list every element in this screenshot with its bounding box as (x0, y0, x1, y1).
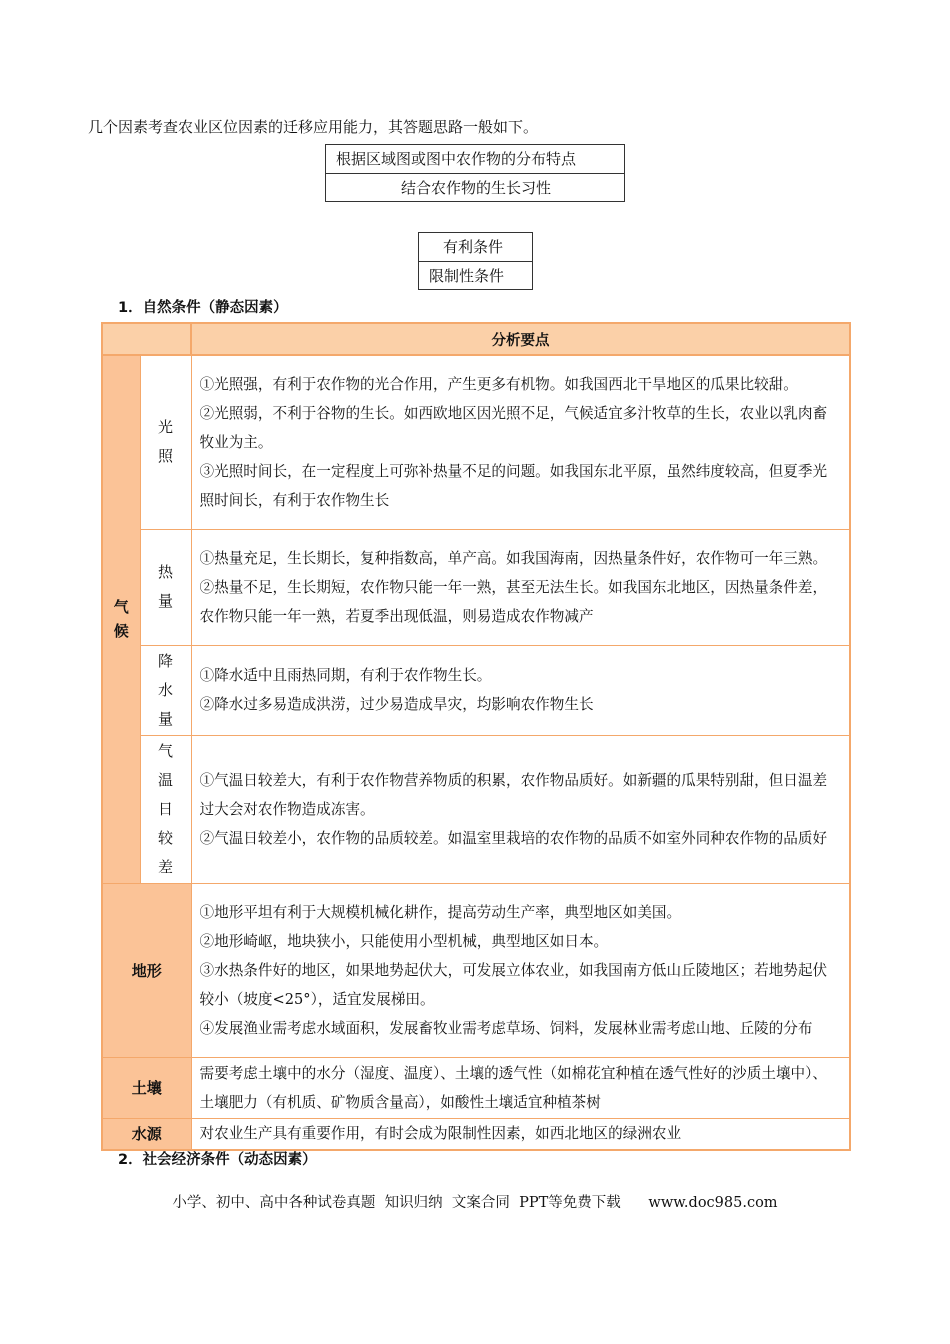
precipitation-point-2: ②降水过多易造成洪涝，过少易造成旱灾，均影响农作物生长 (199, 696, 594, 713)
category-climate (102, 355, 140, 883)
terrain-point-2: ②地形崎岖，地块狭小，只能使用小型机械，典型地区如日本。 (199, 932, 609, 950)
terrain-point-3: ③水热条件好的地区，如果地势起伏大，可发展立体农业，如我国南方低山丘陵地区；若地势起伏较小（坡度<25°），适宜发展梯田。 (199, 961, 828, 1008)
diurnal-point-2: ②气温日较差小，农作物的品质较差。如温室里栽培的农作物的品质不如室外同种农作物的品质好 (199, 829, 828, 847)
heat-analysis (191, 529, 850, 645)
header-blank-cell (102, 323, 191, 355)
heat-point-2: ②热量不足，生长期短，农作物只能一年一熟，甚至无法生长。如我国东北地区，因热量条件差，农作物只能一年一熟，若夏季出现低温，则易造成农作物减产 (199, 578, 828, 625)
sunlight-point-1: ①光照强，有利于农作物的光合作用，产生更多有机物。如我国西北干旱地区的瓜果比较甜。 (199, 375, 798, 393)
factor-heat-label: 热量 (157, 563, 173, 610)
terrain-point-1: ①地形平坦有利于大规模机械化耕作，提高劳动生产率，典型地区如美国。 (199, 903, 682, 921)
intro-text: 几个因素考查农业区位因素的迁移应用能力，其答题思路一般如下。 (88, 118, 539, 136)
page-footer: 小学、初中、高中各种试卷真题 知识归纳 文案合同 PPT等免费下载 www.doc985.com (172, 1195, 778, 1211)
water-source-analysis (191, 1118, 850, 1150)
section-1-title: 1．自然条件（静态因素） (118, 300, 288, 316)
category-water-source: 水源 (102, 1118, 191, 1150)
terrain-analysis (191, 883, 850, 1057)
flow-box-favorable: 有利条件 (443, 238, 504, 256)
category-terrain: 地形 (102, 883, 191, 1057)
header-analysis-points: 分析要点 (191, 323, 850, 355)
soil-point-1: 需要考虑土壤中的水分（湿度、温度）、土壤的透气性（如棉花宜种植在透气性好的沙质土壤中）、土壤肥力（有机质、矿物质含量高），如酸性土壤适宜种植茶树 (199, 1064, 828, 1111)
terrain-point-4: ④发展渔业需考虑水域面积，发展畜牧业需考虑草场、饲料，发展林业需考虑山地、丘陵的分布 (199, 1019, 813, 1037)
sunlight-point-2: ②光照弱，不利于谷物的生长。如西欧地区因光照不足，气候适宜多汁牧草的生长，农业以乳肉畜牧业为主。 (199, 404, 828, 451)
flow-box-line-2: 结合农作物的生长习性 (326, 173, 624, 201)
factor-diurnal-range-label: 气温日较差 (157, 741, 173, 876)
flow-box-line-1: 根据区域图或图中农作物的分布特点 (336, 150, 577, 168)
factor-precipitation (140, 645, 191, 735)
natural-conditions-table (101, 322, 851, 1151)
soil-analysis (191, 1057, 850, 1118)
section-2-title: 2．社会经济条件（动态因素） (118, 1152, 317, 1168)
diurnal-point-1: ①气温日较差大，有利于农作物营养物质的积累，农作物品质好。如新疆的瓜果特别甜，但日温差过大会对农作物造成冻害。 (199, 771, 828, 818)
factor-heat (140, 529, 191, 645)
category-climate-label: 气候 (113, 598, 129, 641)
flow-box-conditions (418, 232, 533, 290)
flow-box-limiting: 限制性条件 (419, 261, 532, 289)
water-point-1: 对农业生产具有重要作用，有时会成为限制性因素，如西北地区的绿洲农业 (199, 1125, 682, 1143)
heat-point-1: ①热量充足，生长期长，复种指数高，单产高。如我国海南，因热量条件好，农作物可一年三熟。 (199, 549, 828, 567)
precipitation-analysis (191, 645, 850, 735)
factor-precipitation-label: 降水量 (157, 651, 173, 728)
category-soil: 土壤 (102, 1057, 191, 1118)
factor-sunlight (140, 355, 191, 529)
diurnal-range-analysis (191, 735, 850, 883)
flow-box-analysis (325, 144, 625, 202)
sunlight-analysis (191, 355, 850, 529)
precipitation-point-1: ①降水适中且雨热同期，有利于农作物生长。 (199, 667, 492, 684)
factor-diurnal-range (140, 735, 191, 883)
sunlight-point-3: ③光照时间长，在一定程度上可弥补热量不足的问题。如我国东北平原，虽然纬度较高，但夏季光照时间长，有利于农作物生长 (199, 462, 828, 509)
factor-sunlight-label: 光照 (157, 418, 173, 466)
